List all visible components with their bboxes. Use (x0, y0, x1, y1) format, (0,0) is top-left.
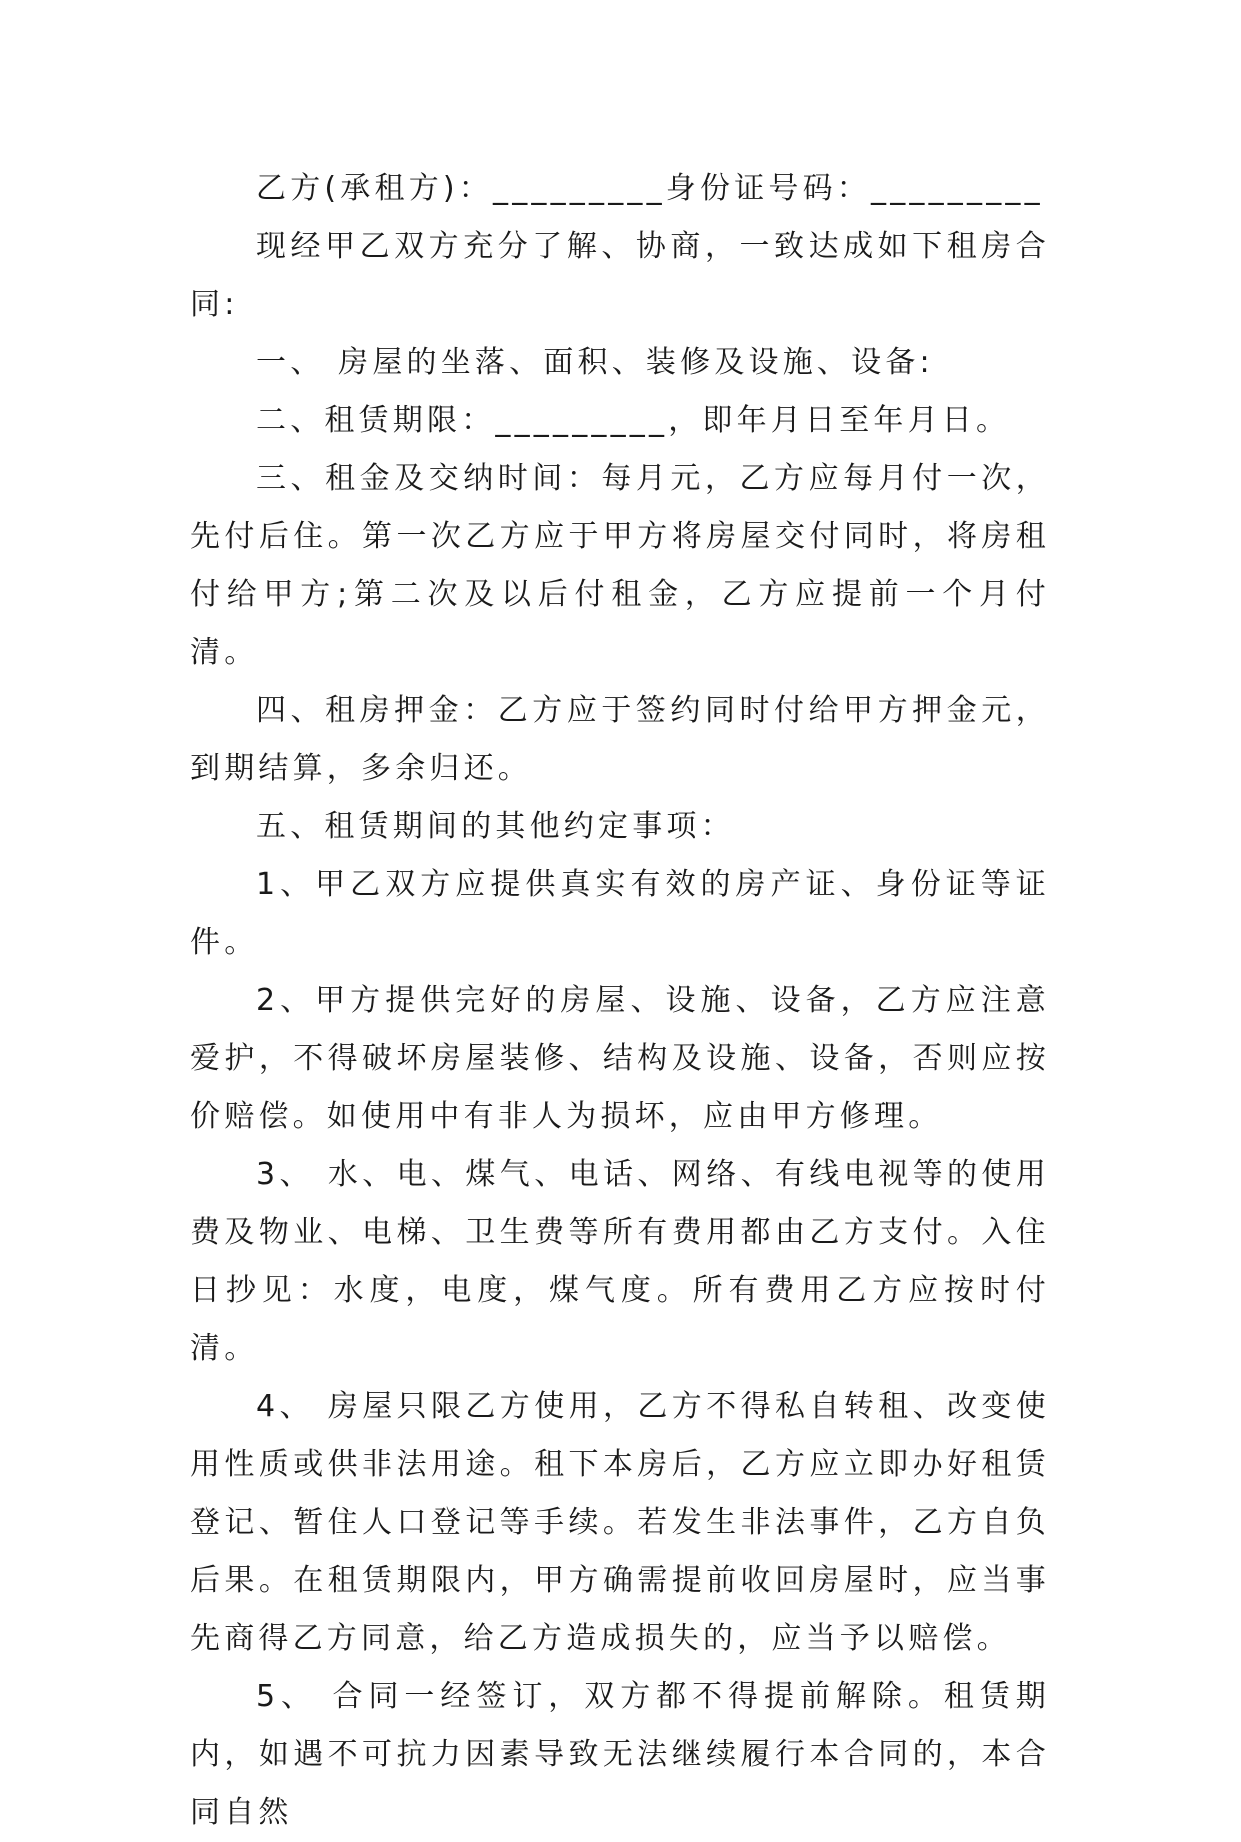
paragraph-clause-3: 三、租金及交纳时间：每月元，乙方应每月付一次，先付后住。第一次乙方应于甲方将房屋交付同时，将房租付给甲方;第二次及以后付租金，乙方应提前一个月付清。 (190, 461, 1050, 670)
paragraph-intro: 现经甲乙双方充分了解、协商，一致达成如下租房合同: (190, 229, 1050, 322)
paragraph-item-4: 4、 房屋只限乙方使用，乙方不得私自转租、改变使用性质或供非法用途。租下本房后，乙方应立即办好租赁登记、暂住人口登记等手续。若发生非法事件，乙方自负后果。在租赁期限内，甲方确需提前收回房屋时，应当事先商得乙方同意，给乙方造成损失的，应当予以赔偿。 (190, 1389, 1050, 1656)
contract-body (190, 160, 1050, 1842)
paragraph-item-5: 5、 合同一经签订，双方都不得提前解除。租赁期内，如遇不可抗力因素导致无法继续履行本合同的，本合同自然 (190, 1679, 1050, 1830)
paragraph-item-1: 1、甲乙双方应提供真实有效的房产证、身份证等证件。 (190, 867, 1050, 960)
paragraph-item-2: 2、甲方提供完好的房屋、设施、设备，乙方应注意爱护，不得破坏房屋装修、结构及设施、设备，否则应按价赔偿。如使用中有非人为损坏，应由甲方修理。 (190, 983, 1050, 1134)
paragraph-item-3: 3、 水、电、煤气、电话、网络、有线电视等的使用费及物业、电梯、卫生费等所有费用都由乙方支付。入住日抄见：水度，电度，煤气度。所有费用乙方应按时付清。 (190, 1157, 1050, 1366)
paragraph-tenant-info: 乙方(承租方)：_________身份证号码：_________ (256, 171, 1044, 206)
paragraph-clause-1: 一、 房屋的坐落、面积、装修及设施、设备: (256, 345, 934, 380)
paragraph-clause-2: 二、租赁期限：_________，即年月日至年月日。 (256, 403, 1011, 438)
paragraph-clause-4: 四、租房押金：乙方应于签约同时付给甲方押金元，到期结算，多余归还。 (190, 693, 1050, 786)
paragraph-clause-5: 五、租赁期间的其他约定事项： (256, 809, 735, 844)
